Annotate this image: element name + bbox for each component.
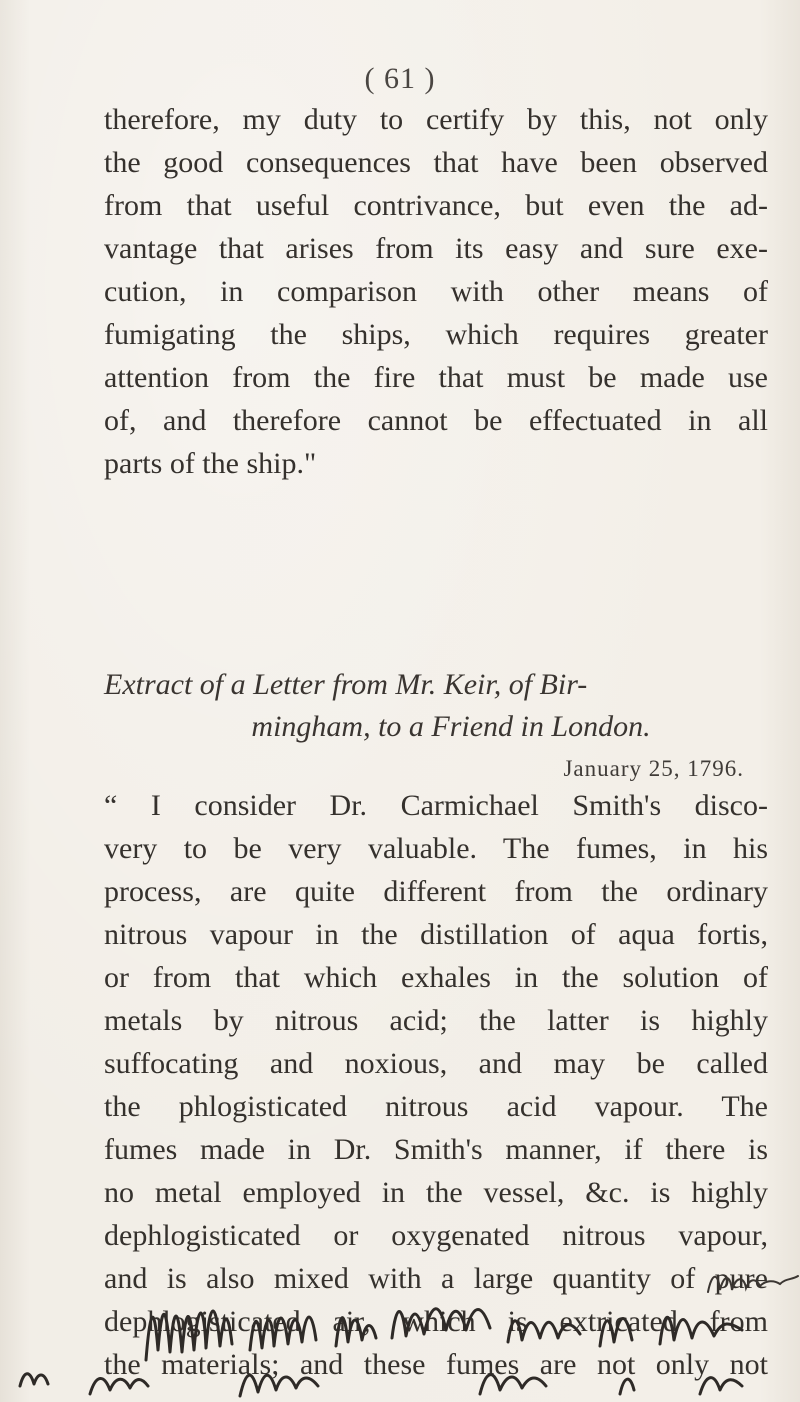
text-line: and is also mixed with a large quantity of pure	[104, 1262, 768, 1295]
text-line: suffocating and noxious, and may be called	[104, 1047, 768, 1080]
text-line: nitrous vapour in the distillation of aqua fortis,	[104, 918, 768, 951]
heading-line: mingham, to a Friend in London.	[251, 710, 651, 743]
paragraph-certificate-ending	[104, 98, 768, 485]
text-line: “ I consider Dr. Carmichael Smith's disco-	[104, 789, 768, 822]
text-line: of, and therefore cannot be effectuated in all	[104, 404, 768, 437]
text-line: parts of the ship."	[104, 447, 317, 480]
heading-line: Extract of a Letter from Mr. Keir, of Bir-	[104, 668, 588, 701]
handwritten-scrawl	[0, 1290, 800, 1402]
text-line: the materials; and these fumes are not only not	[104, 1348, 768, 1381]
text-line: vantage that arises from its easy and sure exe-	[104, 232, 768, 265]
text-line: attention from the fire that must be made use	[104, 361, 768, 394]
text-line: the phlogisticated nitrous acid vapour. The	[104, 1090, 768, 1123]
text-line: process, are quite different from the ordinary	[104, 875, 768, 908]
page-number: ( 61 )	[364, 62, 436, 95]
text-line: dephlogisticated or oxygenated nitrous vapour,	[104, 1219, 768, 1252]
text-line: very to be very valuable. The fumes, in his	[104, 832, 768, 865]
letter-date: January 25, 1796.	[563, 756, 744, 781]
text-line: from that useful contrivance, but even the ad-	[104, 189, 768, 222]
text-line: dephlogisticated air, which is extricated from	[104, 1305, 768, 1338]
text-line: metals by nitrous acid; the latter is highly	[104, 1004, 768, 1037]
section-heading	[104, 664, 768, 748]
text-line: fumigating the ships, which requires greater	[104, 318, 768, 351]
text-line: therefore, my duty to certify by this, not only	[104, 103, 768, 136]
text-line: no metal employed in the vessel, &c. is highly	[104, 1176, 768, 1209]
text-line: fumes made in Dr. Smith's manner, if there is	[104, 1133, 768, 1166]
text-line: cution, in comparison with other means of	[104, 275, 768, 308]
text-line: the good consequences that have been observed	[104, 146, 768, 179]
text-line: or from that which exhales in the solution of	[104, 961, 768, 994]
